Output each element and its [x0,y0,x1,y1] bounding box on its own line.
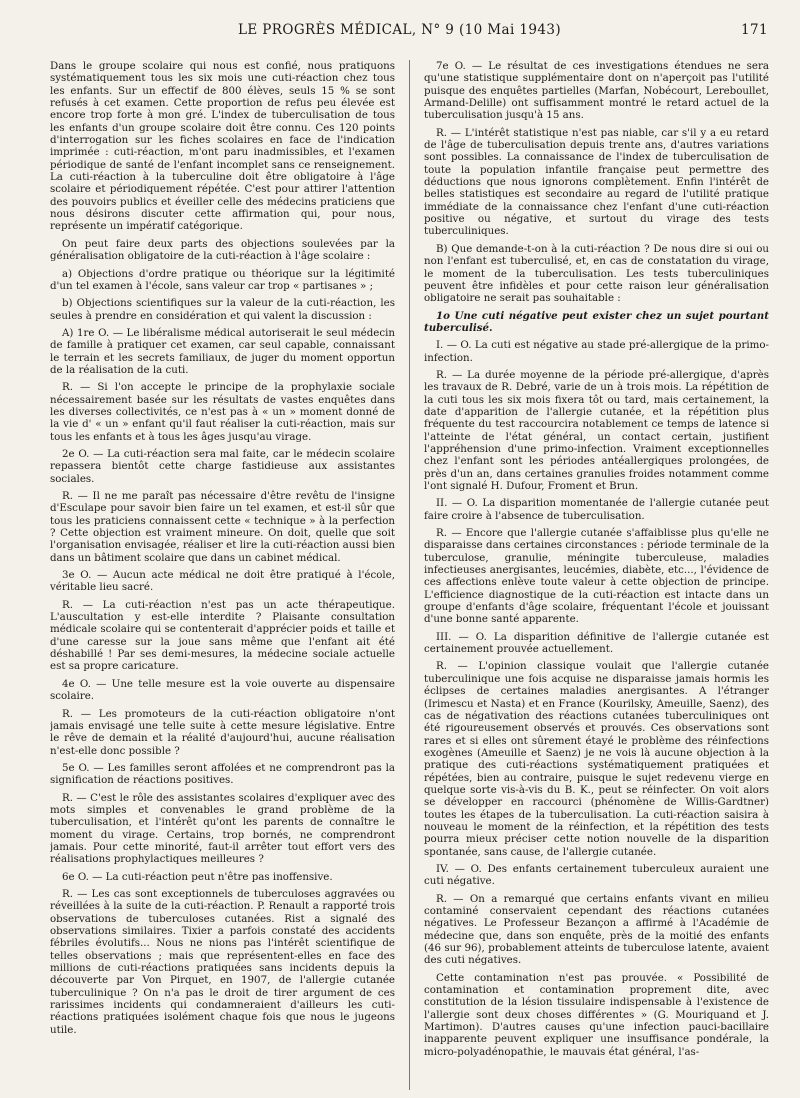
text-columns [50,60,770,1090]
column-divider [409,60,410,1090]
paragraph: III. — O. La disparition définitive de l'allergie cutanée est certainement prouvée actuellement. [424,630,769,656]
paragraph: R. — Les cas sont exceptionnels de tuberculoses aggravées ou réveillées à la suite de la cuti-réaction. P. Renault a rapporté trois observations de tuberculoses cutanées. Rist a signalé des observations similaires. Tixier a parfois constaté des accidents fébriles évolutifs... Nous ne nions pas l'intérêt scientifique de telles observations ; mais que représentent-elles en face des millions de cuti-réactions pratiquées sans incidents depuis la découverte par Von Pirquet, en 1907, de l'allergie cutanée tuberculinique ? On n'a pas le droit de tirer argument de ces rarissimes incidents qui condamneraient d'ailleurs les cuti-réactions pratiquées isolément chaque fois que nous le jugeons utile. [50,887,395,1036]
paragraph: 6e O. — La cuti-réaction peut n'être pas inoffensive. [62,870,333,883]
paragraph: a) Objections d'ordre pratique ou théorique sur la légitimité d'un tel examen à l'école, sans valeur car trop « partisanes » ; [50,267,395,292]
page-number: 171 [741,22,768,38]
paragraph: 3e O. — Aucun acte médical ne doit être pratiqué à l'école, véritable lieu sacré. [50,569,395,594]
paragraph: II. — O. La disparition momentanée de l'allergie cutanée peut faire croire à l'absence de tuberculisation. [424,497,769,522]
paragraph: Cette contamination n'est pas prouvée. « Possibilité de contamination et contamination proprement dite, avec constitution de la lésion tissulaire indispensable à l'existence de l'allergie sont deux choses différentes » (G. Mouriquand et J. Martimon). D'autres causes qu'une infection pauci-bacillaire inapparente peuvent expliquer une insuffisance pondérale, la micro-polyadénopathie, le mauvais état général, l'as- [424,971,769,1058]
journal-title: LE PROGRÈS MÉDICAL, N° 9 (10 Mai 1943) [238,22,562,38]
paragraph: R. — On a remarqué que certains enfants vivant en milieu contaminé conservaient cependant des réactions cutanées négatives. Le Professeur Bezançon a affirmé à l'Académie de médecine que, dans son enquête, près de la moitié des enfants (46 sur 96), probablement atteints de tuberculose latente, avaient des cuti négatives. [424,892,769,967]
paragraph: R. — Encore que l'allergie cutanée s'affaiblisse plus qu'elle ne disparaisse dans certaines circonstances : période terminale de la tuberculose, granulie, méningite tuberculeuse, maladies infectieuses anergisantes, leucémies, diabète, etc..., l'évidence de ces affections enlève toute valeur à cette objection de principe. L'efficience diagnostique de la cuti-réaction est intacte dans un groupe d'enfants d'âge scolaire, fréquentant l'école et jouissant d'une bonne santé apparente. [424,527,769,626]
paragraph: R. — La durée moyenne de la période pré-allergique, d'après les travaux de R. Debré, varie de un à trois mois. La répétition de la cuti tous les six mois fixera tôt ou tard, mais certainement, la date d'apparition de l'allergie cutanée, et la répétition plus fréquente du test raccourcira notablement ce temps de latence si l'atteinte de l'état général, un contact certain, justifient l'appréhension d'une primo-infection. Vraiment exceptionnelles chez l'enfant sont les périodes antéallergiques prolongées, de près d'un an, dans certaines granulies froides notamment comme l'ont signalé H. Dufour, Froment et Brun. [424,368,769,492]
paragraph: 5e O. — Les familles seront affolées et ne comprendront pas la signification de réactions positives. [50,761,395,787]
paragraph: I. — O. La cuti est négative au stade pré-allergique de la primo-infection. [424,339,769,364]
right-column [424,60,769,1090]
paragraph: R. — L'opinion classique voulait que l'allergie cutanée tuberculinique une fois acquise ne disparaisse jamais hormis les éclipses de certaines maladies anergisantes. A l'étranger (Irimescu et Nasta) et en France (Kourilsky, Ameuille, Saenz), des cas de négativation des réactions cutanées tuberculiniques ont été rigoureusement observés et prouvés. Ces observations sont rares et si elles ont sûrement étayé le problème des réinfections exogènes (Ameuille et Saenz) je ne vois là aucune objection à la pratique des cuti-réactions systématiquement pratiquées et répétées, bien au contraire, puisque le sujet redevenu vierge en quelque sorte vis-à-vis du B. K., peut se réinfecter. On voit alors se développer en raccourci (phénomène de Willis-Gardtner) toutes les étapes de la tuberculisation. La cuti-réaction saisira à nouveau le moment de la réinfection, et la répétition des tests pourra mieux préciser cette notion nouvelle de la disparition spontanée, sans cause, de l'allergie cutanée. [424,660,769,858]
paragraph: 7e O. — Le résultat de ces investigations étendues ne sera qu'une statistique supplémentaire dont on n'aperçoit pas l'utilité puisque des enquêtes partielles (Marfan, Nobécourt, Lereboullet, Armand-Delille) ont suffisamment montré le retard actuel de la tuberculisation jusqu'à 15 ans. [424,60,769,122]
paragraph: 4e O. — Une telle mesure est la voie ouverte au dispensaire scolaire. [50,677,395,703]
section-subheading: 1o Une cuti négative peut exister chez un sujet pourtant tuberculisé. [424,309,769,334]
left-column [50,60,395,1090]
paragraph: R. — La cuti-réaction n'est pas un acte thérapeutique. L'auscultation y est-elle interdite ? Plaisante consultation médicale scolaire qui se contenterait d'apprécier poids et taille et d'une caresse sur la joue sans même que l'enfant ait été déshabillé ! Par ses demi-mesures, la médecine sociale actuelle est sa propre caricature. [50,598,395,673]
paragraph: A) 1re O. — Le libéralisme médical autoriserait le seul médecin de famille à pratiquer cet examen, car seul capable, connaissant le terrain et les secrets familiaux, de juger du moment opportun de la réalisation de la cuti. [50,326,395,376]
running-header [48,22,772,38]
paragraph: B) Que demande-t-on à la cuti-réaction ? De nous dire si oui ou non l'enfant est tuberculisé, et, en cas de constatation du virage, le moment de la tuberculisation. Les tests tuberculiniques peuvent être infidèles et pour cette raison leur généralisation obligatoire ne serait pas souhaitable : [424,242,769,305]
paragraph: R. — Les promoteurs de la cuti-réaction obligatoire n'ont jamais envisagé une telle suite à cette mesure législative. Entre le rêve de demain et la réalité d'aujourd'hui, aucune réalisation n'est-elle donc possible ? [50,707,395,757]
paragraph: Dans le groupe scolaire qui nous est confié, nous pratiquons systématiquement tous les six mois une cuti-réaction chez tous les enfants. Sur un effectif de 800 élèves, seuls 15 % se sont refusés à cet examen. Cette proportion de refus peu élevée est encore trop forte à mon gré. L'index de tuberculisation de tous les enfants d'un groupe scolaire doit être connu. Ces 120 points d'interrogation sur les fiches scolaires en face de l'indication imprimée : cuti-réaction, m'ont paru inadmissibles, et l'examen périodique de santé de l'enfant incomplet sans ce renseignement. La cuti-réaction à la tuberculine doit être obligatoire à l'âge scolaire et périodiquement répétée. C'est pour attirer l'attention des pouvoirs publics et éveiller celle des médecins praticiens que nous désirons discuter cette affirmation qui, pour nous, représente un impératif catégorique. [50,60,395,233]
paragraph: R. — Il ne me paraît pas nécessaire d'être revêtu de l'insigne d'Esculape pour savoir bien faire un tel examen, et est-il sûr que tous les praticiens connaissent cette « technique » à la perfection ? Cette objection est vraiment mineure. On doit, quelle que soit l'organisation envisagée, réaliser et lire la cuti-réaction aussi bien dans un bâtiment scolaire que dans un cabinet médical. [50,490,395,564]
paragraph: IV. — O. Des enfants certainement tuberculeux auraient une cuti négative. [424,862,769,888]
paragraph: b) Objections scientifiques sur la valeur de la cuti-réaction, les seules à prendre en considération et qui valent la discussion : [50,297,395,322]
paragraph: R. — L'intérêt statistique n'est pas niable, car s'il y a eu retard de l'âge de tuberculisation depuis trente ans, d'autres variations sont possibles. La connaissance de l'index de tuberculisation de toute la population infantile française peut permettre des déductions que nous ignorons complètement. Enfin l'intérêt de belles statistiques est secondaire au regard de l'utilité pratique immédiate de la connaissance chez l'enfant d'une cuti-réaction positive ou négative, et surtout du virage des tests tuberculiniques. [424,126,769,238]
paragraph: R. — C'est le rôle des assistantes scolaires d'expliquer avec des mots simples et convenables le grand problème de la tuberculisation, et l'intérêt qu'ont les parents de connaître le moment du virage. Certains, trop bornés, ne comprendront jamais. Pour cette minorité, faut-il arrêter tout effort vers des réalisations prophylactiques meilleures ? [50,791,395,866]
paragraph: 2e O. — La cuti-réaction sera mal faite, car le médecin scolaire repassera bientôt cette charge fastidieuse aux assistantes sociales. [50,447,395,485]
paragraph: R. — Si l'on accepte le principe de la prophylaxie sociale nécessairement basée sur les résultats de vastes enquêtes dans les diverses collectivités, ce n'est pas à « un » moment donné de la vie d' « un » enfant qu'il faut réaliser la cuti-réaction, mais sur tous les enfants et à tous les âges jusqu'au virage. [50,381,395,443]
paragraph: On peut faire deux parts des objections soulevées par la généralisation obligatoire de la cuti-réaction à l'âge scolaire : [50,237,395,263]
